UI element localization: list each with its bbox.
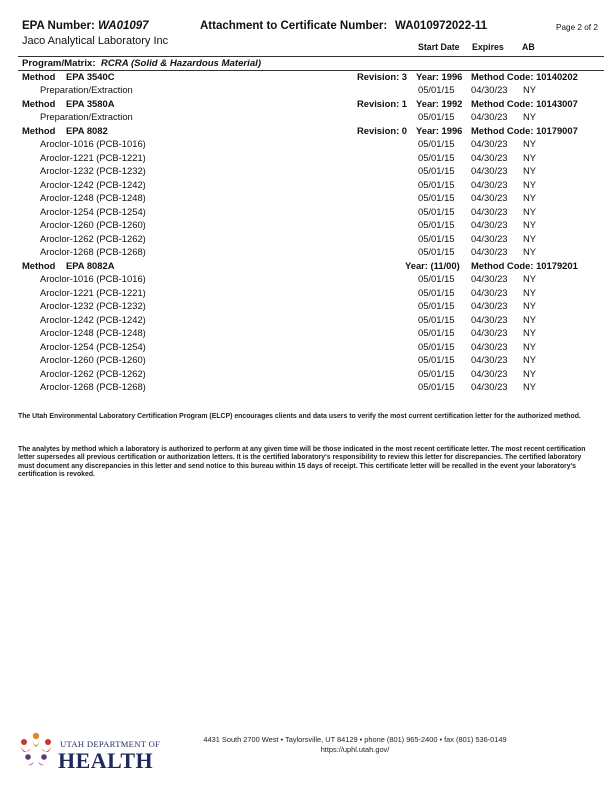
analyte-expires: 04/30/23 <box>471 340 508 352</box>
analyte-start-date: 05/01/15 <box>418 84 455 96</box>
analyte-start-date: 05/01/15 <box>418 165 455 177</box>
analyte-row <box>0 233 612 246</box>
analyte-expires: 04/30/23 <box>471 219 508 231</box>
analyte-row <box>0 84 612 97</box>
analyte-ab: NY <box>523 246 537 258</box>
analyte-expires: 04/30/23 <box>471 313 508 325</box>
analyte-expires: 04/30/23 <box>471 205 508 217</box>
analyte-expires: 04/30/23 <box>471 84 508 96</box>
analyte-row <box>0 273 612 286</box>
analyte-start-date: 05/01/15 <box>418 300 455 312</box>
analyte-ab: NY <box>523 340 537 352</box>
analyte-row <box>0 138 612 151</box>
analyte-name: Preparation/Extraction <box>40 111 133 123</box>
analyte-name: Aroclor-1016 (PCB-1016) <box>40 273 146 285</box>
note-verify: The Utah Environmental Laboratory Certification Program (ELCP) encourages clients and data users to verify the most current certification letter for the authorized method. <box>18 413 581 420</box>
analyte-name: Aroclor-1254 (PCB-1254) <box>40 340 146 352</box>
analyte-row <box>0 152 612 165</box>
analyte-name: Aroclor-1221 (PCB-1221) <box>40 286 146 298</box>
analyte-row <box>0 179 612 192</box>
analyte-expires: 04/30/23 <box>471 354 508 366</box>
analyte-name: Aroclor-1232 (PCB-1232) <box>40 165 146 177</box>
analyte-ab: NY <box>523 354 537 366</box>
analyte-start-date: 05/01/15 <box>418 367 455 379</box>
analyte-expires: 04/30/23 <box>471 165 508 177</box>
logo-department-text: UTAH DEPARTMENT OF <box>60 739 161 749</box>
analyte-start-date: 05/01/15 <box>418 246 455 258</box>
method-code: Method Code: 10143007 <box>471 97 578 109</box>
analyte-ab: NY <box>523 165 537 177</box>
analyte-start-date: 05/01/15 <box>418 313 455 325</box>
method-code: Method Code: 10179007 <box>471 124 578 136</box>
analyte-name: Aroclor-1242 (PCB-1242) <box>40 178 146 190</box>
analyte-row <box>0 246 612 259</box>
analyte-ab: NY <box>523 232 537 244</box>
method-row <box>0 260 612 273</box>
analyte-row <box>0 192 612 205</box>
analyte-start-date: 05/01/15 <box>418 111 455 123</box>
analyte-name: Aroclor-1248 (PCB-1248) <box>40 327 146 339</box>
logo-health-text: HEALTH <box>58 748 154 773</box>
method-label: Method <box>22 259 56 271</box>
method-name: EPA 3540C <box>66 71 115 82</box>
analyte-row <box>0 287 612 300</box>
note-authorization: The analytes by method which a laboratory is authorized to perform at any given time will be those indicated in the most recent certificate letter. The most recent certification letter supersedes all previous certification or authorization letters. It is the certified laboratory's responsibility to review this letter for discrepancies. The certified laboratory must document any discrepancies in this letter and send notice to this bureau within 15 days of receipt. This certificate letter will be recalled in the event your laboratory's certification is revoked. <box>18 446 586 479</box>
analyte-start-date: 05/01/15 <box>418 192 455 204</box>
method-label: Method <box>22 71 56 82</box>
analyte-row <box>0 314 612 327</box>
program-value: RCRA (Solid & Hazardous Material) <box>100 58 262 69</box>
analyte-expires: 04/30/23 <box>471 232 508 244</box>
header-divider <box>18 56 604 57</box>
analyte-name: Aroclor-1232 (PCB-1232) <box>40 300 146 312</box>
analyte-row <box>0 206 612 219</box>
method-name: EPA 8082 <box>66 124 108 136</box>
col-expires: Expires <box>472 42 504 52</box>
analyte-name: Preparation/Extraction <box>40 84 133 96</box>
analyte-start-date: 05/01/15 <box>418 151 455 163</box>
analyte-row <box>0 327 612 340</box>
analyte-expires: 04/30/23 <box>471 273 508 285</box>
analyte-start-date: 05/01/15 <box>418 205 455 217</box>
method-code: Method Code: 10140202 <box>471 71 578 82</box>
analyte-name: Aroclor-1254 (PCB-1254) <box>40 205 146 217</box>
analyte-ab: NY <box>523 192 537 204</box>
analyte-row <box>0 111 612 124</box>
analyte-ab: NY <box>523 381 537 393</box>
col-start-date: Start Date <box>418 42 460 52</box>
analyte-ab: NY <box>523 151 537 163</box>
method-name: EPA 8082A <box>66 259 115 271</box>
attachment-label: Attachment to Certificate Number: <box>200 20 388 32</box>
method-row <box>0 98 612 111</box>
analyte-ab: NY <box>523 286 537 298</box>
analyte-start-date: 05/01/15 <box>418 327 455 339</box>
health-logo-icon <box>16 730 56 770</box>
analyte-ab: NY <box>523 84 537 96</box>
col-ab: AB <box>522 42 535 52</box>
analyte-ab: NY <box>523 219 537 231</box>
analyte-row <box>0 381 612 394</box>
method-revision: Revision: 1 <box>357 97 408 109</box>
analyte-start-date: 05/01/15 <box>418 232 455 244</box>
analyte-row <box>0 368 612 381</box>
analyte-start-date: 05/01/15 <box>418 286 455 298</box>
analyte-name: Aroclor-1242 (PCB-1242) <box>40 313 146 325</box>
analyte-name: Aroclor-1268 (PCB-1268) <box>40 381 146 393</box>
program-matrix <box>22 58 261 69</box>
analyte-name: Aroclor-1248 (PCB-1248) <box>40 192 146 204</box>
method-row <box>0 125 612 138</box>
analyte-name: Aroclor-1262 (PCB-1262) <box>40 232 146 244</box>
analyte-ab: NY <box>523 273 537 285</box>
analyte-name: Aroclor-1262 (PCB-1262) <box>40 367 146 379</box>
analyte-expires: 04/30/23 <box>471 246 508 258</box>
analyte-start-date: 05/01/15 <box>418 340 455 352</box>
method-year: Year: (11/00) <box>405 259 460 271</box>
footer-address: 4431 South 2700 West • Taylorsville, UT 84129 • phone (801) 965-2400 • fax (801) 536-0149 <box>203 735 507 744</box>
analyte-name: Aroclor-1260 (PCB-1260) <box>40 354 146 366</box>
method-row <box>0 71 612 84</box>
analyte-name: Aroclor-1268 (PCB-1268) <box>40 246 146 258</box>
analyte-name: Aroclor-1016 (PCB-1016) <box>40 138 146 150</box>
analyte-ab: NY <box>523 367 537 379</box>
analyte-ab: NY <box>523 111 537 123</box>
analyte-ab: NY <box>523 313 537 325</box>
epa-number: WA01097 <box>98 20 149 32</box>
analyte-expires: 04/30/23 <box>471 367 508 379</box>
analyte-row <box>0 165 612 178</box>
analyte-ab: NY <box>523 205 537 217</box>
analyte-expires: 04/30/23 <box>471 111 508 123</box>
page-number: Page 2 of 2 <box>556 23 598 32</box>
analyte-name: Aroclor-1260 (PCB-1260) <box>40 219 146 231</box>
method-year: Year: 1996 <box>416 71 463 82</box>
analyte-expires: 04/30/23 <box>471 286 508 298</box>
method-code: Method Code: 10179201 <box>471 259 578 271</box>
analyte-start-date: 05/01/15 <box>418 178 455 190</box>
method-label: Method <box>22 124 56 136</box>
program-label: Program/Matrix: <box>22 58 96 69</box>
analyte-expires: 04/30/23 <box>471 178 508 190</box>
analyte-row <box>0 219 612 232</box>
analyte-expires: 04/30/23 <box>471 138 508 150</box>
analyte-row <box>0 341 612 354</box>
analyte-ab: NY <box>523 300 537 312</box>
analyte-row <box>0 300 612 313</box>
analyte-ab: NY <box>523 327 537 339</box>
analyte-start-date: 05/01/15 <box>418 354 455 366</box>
method-revision: Revision: 3 <box>357 71 408 82</box>
analyte-row <box>0 354 612 367</box>
analyte-expires: 04/30/23 <box>471 381 508 393</box>
analyte-expires: 04/30/23 <box>471 151 508 163</box>
analyte-ab: NY <box>523 138 537 150</box>
method-revision: Revision: 0 <box>357 124 408 136</box>
method-year: Year: 1996 <box>416 124 463 136</box>
analyte-name: Aroclor-1221 (PCB-1221) <box>40 151 146 163</box>
analyte-start-date: 05/01/15 <box>418 138 455 150</box>
method-label: Method <box>22 97 56 109</box>
analyte-expires: 04/30/23 <box>471 300 508 312</box>
lab-name: Jaco Analytical Laboratory Inc <box>22 35 169 47</box>
epa-number-label: EPA Number: WA01097 <box>22 20 149 32</box>
analyte-expires: 04/30/23 <box>471 192 508 204</box>
certificate-number: WA010972022-11 <box>395 20 488 32</box>
method-year: Year: 1992 <box>416 97 463 109</box>
method-name: EPA 3580A <box>66 97 115 109</box>
analyte-ab: NY <box>523 178 537 190</box>
analyte-start-date: 05/01/15 <box>418 219 455 231</box>
analyte-start-date: 05/01/15 <box>418 381 455 393</box>
analyte-start-date: 05/01/15 <box>418 273 455 285</box>
analyte-expires: 04/30/23 <box>471 327 508 339</box>
footer-url[interactable]: https://uphl.utah.gov/ <box>320 745 390 754</box>
